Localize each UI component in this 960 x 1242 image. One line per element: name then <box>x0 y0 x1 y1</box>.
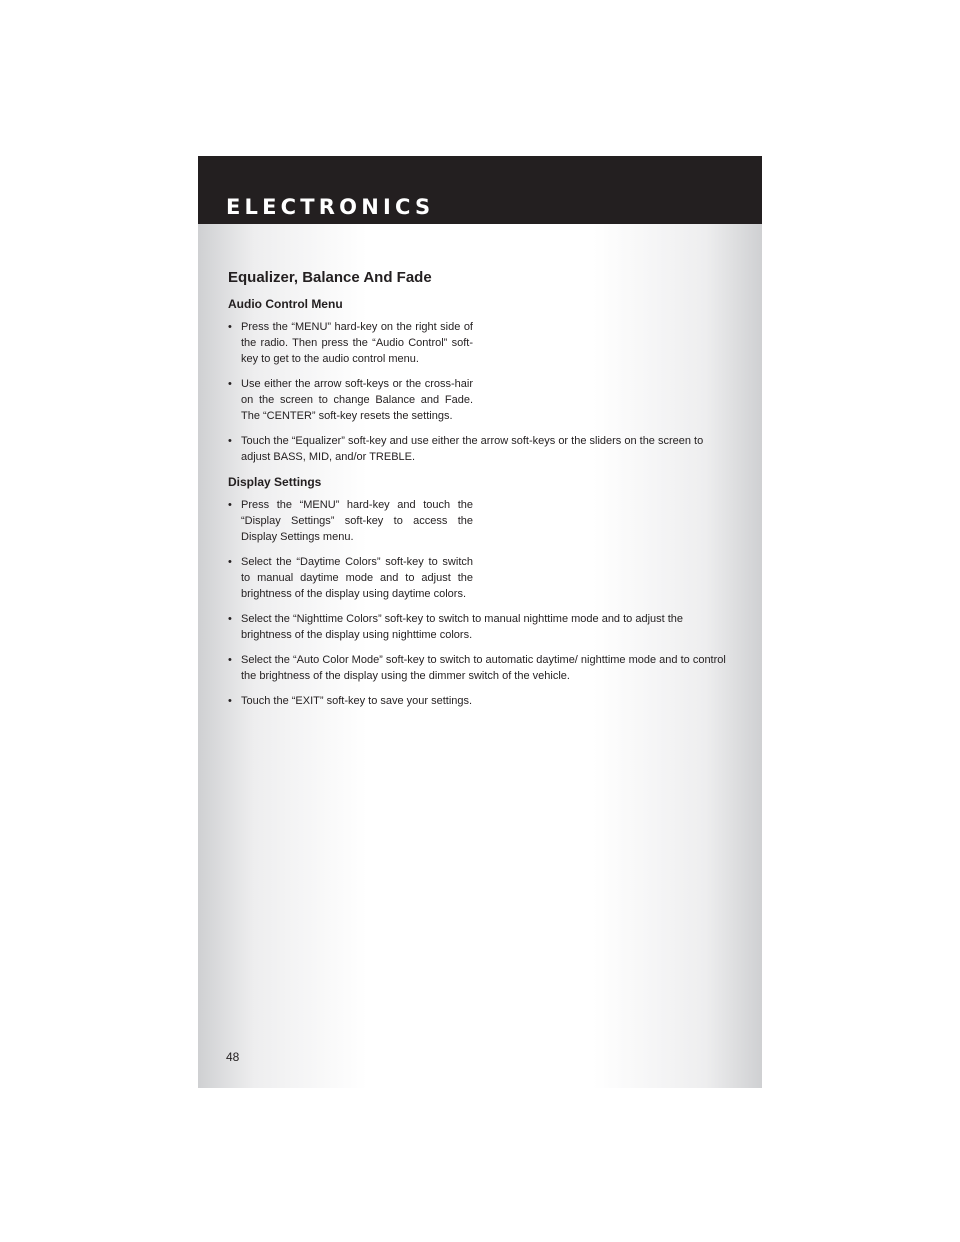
list-item-text: Touch the “Equalizer” soft-key and use either the arrow soft-keys or the sliders on the screen to adjust BASS, MID, and/or TREBLE. <box>241 435 704 463</box>
bullet-icon: • <box>228 613 232 625</box>
list-item-text: Touch the “EXIT” soft-key to save your settings. <box>241 695 473 707</box>
list-item <box>228 652 731 684</box>
display-settings-subheading: Display Settings <box>228 475 322 489</box>
list-item <box>228 376 473 424</box>
list-item-text: Press the “MENU” hard-key and touch the “Display Settings” soft-key to access the Display Settings menu. <box>241 499 473 543</box>
list-item <box>228 497 473 545</box>
list-item-text: Select the “Daytime Colors” soft-key to switch to manual daytime mode and to adjust the brightness of the display using daytime colors. <box>241 556 473 600</box>
bullet-icon: • <box>228 556 232 568</box>
list-item-text: Press the “MENU” hard-key on the right side of the radio. Then press the “Audio Control” soft-key to get to the audio control menu. <box>241 321 473 365</box>
list-item <box>228 554 473 602</box>
bullet-icon: • <box>228 435 232 447</box>
section-header-bar <box>198 156 762 224</box>
page-number: 48 <box>226 1050 240 1064</box>
list-item-text: Select the “Nighttime Colors” soft-key to switch to manual nighttime mode and to adjust the brightness of the display using nighttime colors. <box>241 613 684 641</box>
list-item <box>228 611 731 643</box>
manual-page <box>198 156 762 1088</box>
bullet-icon: • <box>228 321 232 333</box>
audio-control-list <box>228 319 728 465</box>
bullet-icon: • <box>228 499 232 511</box>
list-item-text: Use either the arrow soft-keys or the cross-hair on the screen to change Balance and Fade. The “CENTER” soft-key resets the settings. <box>241 378 473 422</box>
bullet-icon: • <box>228 378 232 390</box>
list-item <box>228 693 731 709</box>
display-settings-list <box>228 497 728 709</box>
bullet-icon: • <box>228 654 232 666</box>
list-item <box>228 319 473 367</box>
section-heading: Equalizer, Balance And Fade <box>228 269 432 286</box>
section-title: ELECTRONICS <box>226 195 435 219</box>
page-content <box>228 269 728 719</box>
audio-control-subheading: Audio Control Menu <box>228 297 343 311</box>
list-item <box>228 433 731 465</box>
list-item-text: Select the “Auto Color Mode” soft-key to switch to automatic daytime/ nighttime mode and to control the brightness of the display using the dimmer switch of the vehicle. <box>241 654 726 682</box>
bullet-icon: • <box>228 695 232 707</box>
